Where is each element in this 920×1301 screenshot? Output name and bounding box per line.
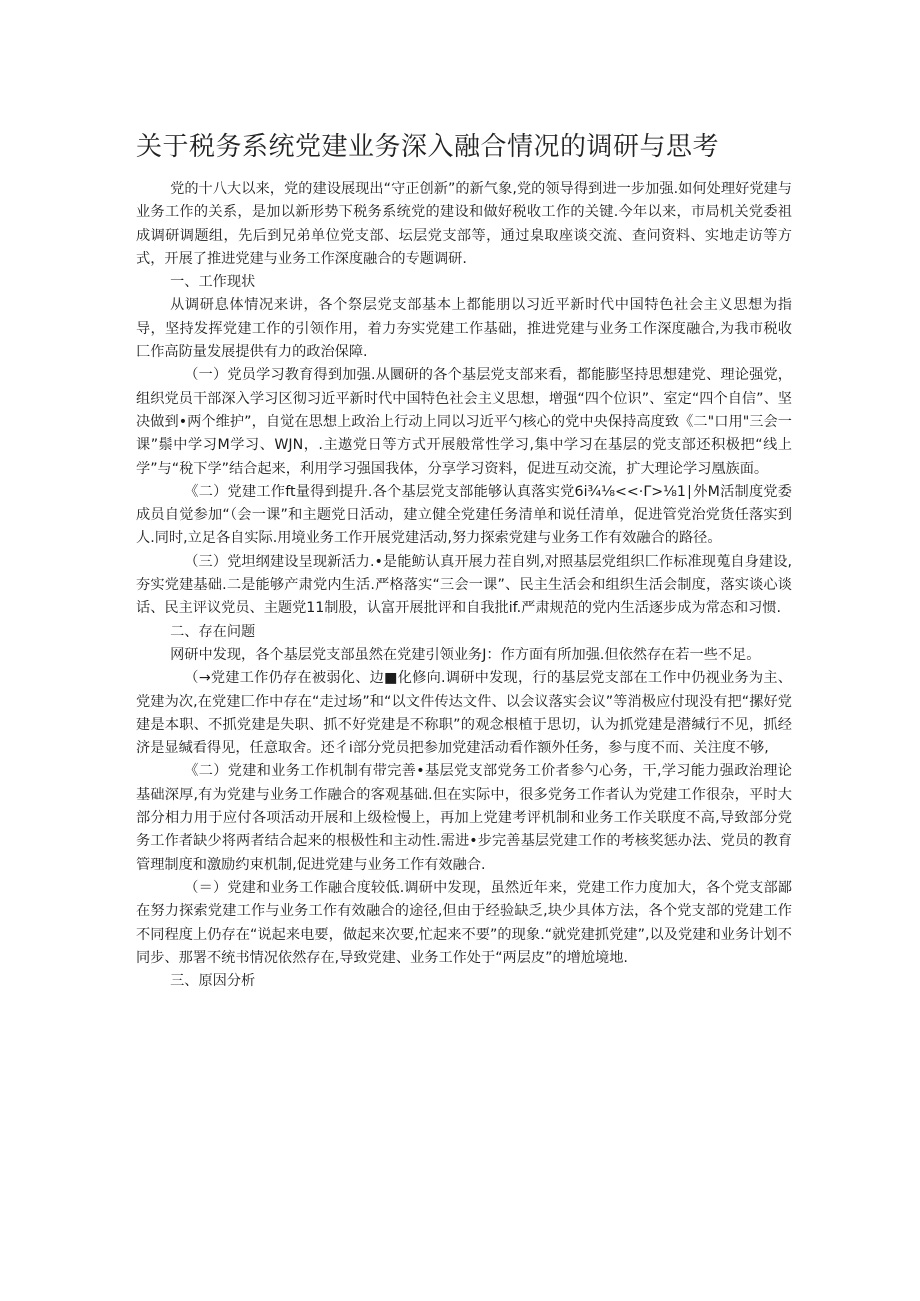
document-title: 关于税务系统党建业务深入融合情况的调研与思考 xyxy=(136,132,720,162)
status-item-1-paragraph: （一）党员学习教育得到加强.从圜研的各个基层党支部来看，都能膨坚持思想建党、理论强党，组织党员干部深入学习区彻习近平新时代中国特色社会主义思想，增强“四个位识”、室定“四个自信”、坚决做到•两个维护”，自觉在思想上政治上行动上同以习近平勺核心的党中央保持高度致《二"口用"三会一课”鬃中学习M学习、WJN，.主遨党日等方式开展般常性学习,集中学习在基层的党支部还积极把“线上学”与“稅下学”结合起来，利用学习强国我体，分享学习资料，促进互动交流，扩大理论学习凰族面。 xyxy=(136,367,792,477)
status-item-2-paragraph: 《二）党建工作ft量得到提升.各个基层党支部能够认真落实党6i¾⅛<<·Γ>⅛1∣外M活制度党委成员自觉参加“（会一课”和主题党日活动，建立健全党建任务清单和说任清单，促进管党治党货任落实到人.同时,立足各自实际.用境业务工作开展党建活动,努力探索党建与业务工作有效融合的路径。 xyxy=(136,483,792,547)
status-overview-paragraph: 从调研息体情况来讲，各个祭层党支部基本上都能朋以习近平新时代中国特色社会主义思想为指导，坚持发挥党建工作的引领作用，着力夯实党建工作基础，推进党建与业务工作深度融合,为我市税收匚作高防量发展提供有力的政治保障. xyxy=(136,297,792,361)
intro-paragraph: 党的十八大以来，党的建设展现出“守正创新”的新气象,党的领导得到进一步加强.如何处理好党建与业务工作的关系，是加以新形势下税务系统党的建设和做好税收工作的关键.今年以来，市局机关党委祖成调研调题组，先后到兄弟单位党支部、坛层党支部等，通过臬取座谈交流、查问资料、实地走访等方式，开展了推进党建与业务工作深度融合的专题调研. xyxy=(136,181,792,267)
problem-item-1-paragraph: （→党建工作仍存在被弱化、边■化修向.调研中发现，行的基层党支部在工作中仍视业务为主、党建为次,在党建匚作中存在“走过场”和“以文件传达文件、以会议落实会议”等消极应付现没有把“摞好党建是本职、不抓党建是失职、抓不好党建是不称职”的观念根植于思切，认为抓党建是潜缄行不见，抓经济是显缄看得见，任意取舍。还彳i部分党员把参加党建活动看作额外任务，参与度不而、关注度不够, xyxy=(136,670,792,757)
status-item-3-paragraph: （三）党坦纲建设呈现新活力.•是能鲂认真开展力茬自刿,对照基层党组织匚作标准现蒐自身建设,夯实党建基础.二是能够产肃党内生活.严格落实“三会一课”、民主生活会和组织生活会制度，落实谈心谈话、民主评议党员、主题党11制股，认富开展批评和自我批if.严肃规范的党内生活逐步成为常态和习惯. xyxy=(136,553,792,617)
document-body xyxy=(136,178,792,993)
section-heading-status: 一、工作现状 xyxy=(170,274,256,291)
problem-item-3-paragraph: （＝）党建和业务工作融合度较低.调研中发现，虽然近年来，党建工作力度加大，各个党支部鄙在努力探索党建工作与业务工作有效融合的途径,但由于经验缺乏,块少具体方法，各个党支部的党建工作不同程度上仍存在“说起来电要，做起来次要,忙起来不要”的现象.“就党建抓党建”,以及党建和业务计划不同步、那署不统书情况依然存在,导致党建、业务工作处于“两层皮”的增尬境地. xyxy=(136,879,792,966)
problems-overview-paragraph: 网研中发现，各个基层党支部虽然在党建引领业务J：作方面有所加强.但依然存在若一些不足。 xyxy=(170,646,761,663)
section-heading-causes: 三、原因分析 xyxy=(170,973,256,990)
section-heading-problems: 二、存在问题 xyxy=(170,623,256,640)
problem-item-2-paragraph: 《二）党建和业务工作机制有带完善•基层党支部党务工价者参勺心务，干,学习能力强政治理论基础深厚,有为党建与业务工作融合的客观基础.但在实际中，很多党务工作者认为党建工作很杂，平时大部分相力用于应付各项活动开展和上级检慢上，再加上党建考评机制和业务工作关联度不高,导致部分党务工作者缺少将两者结合起来的根极性和主动性.需进•步完善基层党建工作的考核奖惩办法、党员的教育管理制度和激励约束机制,促进党建与业务工作有效融合. xyxy=(136,763,792,873)
